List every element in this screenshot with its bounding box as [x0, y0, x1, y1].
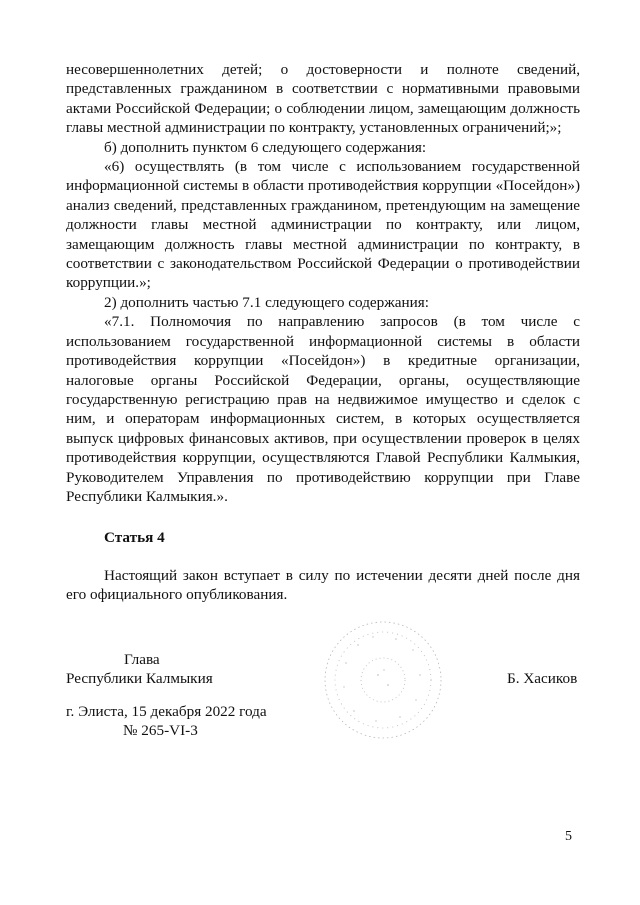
- paragraph-part-7-1: «7.1. Полномочия по направлению запросов (в том числе с использованием государственной информационной системы в области противодействия коррупции «Посейдон») в кредитные организации, налоговые органы Российской Федерации, органы, осуществляющие государственную регистрацию прав на недвижимое имущество и сделок с ним, и операторам информационных систем, в которых осуществляется выпуск цифровых финансовых активов, при осуществлении проверок в целях противодействия коррупции, осуществляются Главой Республики Калмыкия, Руководителем Управления по противодействию коррупции при Главе Республики Калмыкия.».: [66, 313, 580, 505]
- article-heading: Статья 4: [104, 529, 165, 547]
- signatory-name: Б. Хасиков: [507, 670, 578, 687]
- document-body: [66, 60, 580, 605]
- paragraph-item-2: 2) дополнить частью 7.1 следующего содержания:: [104, 293, 429, 311]
- place-date-line: г. Элиста, 15 декабря 2022 года: [66, 703, 267, 720]
- spacer: [66, 548, 580, 566]
- signatory-title-line1: Глава: [124, 651, 160, 668]
- paragraph-entry-into-force: Настоящий закон вступает в силу по истечении десяти дней после дня его официального опубликования.: [66, 566, 580, 604]
- law-number: № 265-VI-3: [123, 722, 198, 740]
- paragraph-item-b: б) дополнить пунктом 6 следующего содержания:: [104, 138, 427, 156]
- signatory-title-line2: Республики Калмыкия: [66, 670, 213, 688]
- signatory-title: [66, 650, 213, 689]
- official-stamp: [318, 615, 448, 745]
- paragraph-point-6: «6) осуществлять (в том числе с использованием государственной информационной системы в области противодействия коррупции «Посейдон») анализ сведений, представленных гражданином, претендующим на замещение должности главы местной администрации по контракту, или лицом, замещающим должность главы местной администрации по контракту, в соответствии с законодательством Российской Федерации о противодействии коррупции.»;: [66, 158, 580, 292]
- place-and-date: [66, 702, 267, 741]
- spacer: [66, 506, 580, 528]
- paragraph-continuation: несовершеннолетних детей; о достоверности и полноте сведений, представленных гражданином в соответствии с нормативными правовыми актами Российской Федерации; о соблюдении лицом, замещающим должность главы местной администрации по контракту, установленных ограничений;»;: [66, 61, 580, 137]
- page-number: 5: [565, 829, 572, 844]
